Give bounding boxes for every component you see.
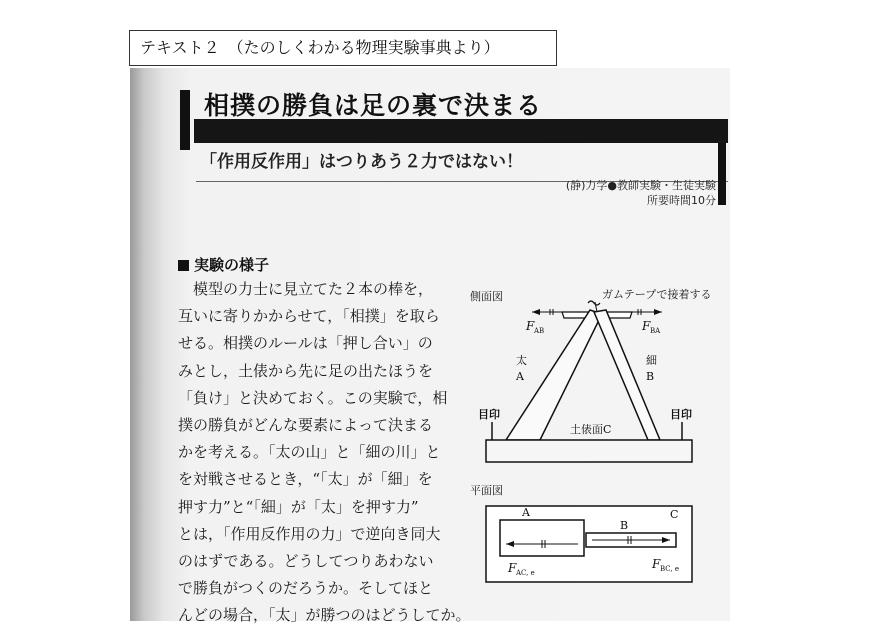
body-line: 模型の力士に見立てた２本の棒を， [193,280,434,298]
experiment-figure [470,280,720,596]
plan-a-label: A [522,506,530,519]
body-line: 互いに寄りかからせて，「相撲」を取ら [178,307,440,326]
right-rule [718,143,726,205]
page-subtitle: 「作用反作用」はつりあう２力ではない！ [200,152,523,172]
plan-force-bc-subscript: BC, e [660,565,679,573]
subtitle-strip [196,143,728,182]
force-ba-arrowhead [654,309,662,315]
section-heading-text: 実験の様子 [194,256,270,274]
ring-base [486,440,692,462]
force-ba-subscript: BA [650,327,661,335]
force-ab-label: F [526,319,535,333]
body-text [178,276,471,630]
tape-pointer-line [595,302,597,312]
body-line: で勝負がつくのだろうか。そしてほと [178,579,434,598]
body-line: のはずである。どうしてつりあわない [178,552,434,571]
plan-block-a [500,520,584,556]
plan-force-bc-label: F [652,557,661,571]
body-line: んどの場合，「太」が勝つのはどうしてか。 [178,606,471,625]
tape-label: ガムテープで接着する [602,288,712,301]
section-heading [178,254,269,275]
body-line: 撲の勝負がどんな要素によって決まる [178,416,434,435]
meta-info [566,178,716,208]
plan-b-label: B [620,519,629,532]
title-band [194,119,728,143]
body-line: みとし，土俵から先に足の出たほうを [178,361,434,380]
thin-label: 細 [646,354,657,367]
plan-c-label: C [670,508,679,521]
body-line: とは，「作用反作用の力」で逆向き同大 [178,524,441,543]
square-bullet-icon [178,260,189,271]
right-marker-label: 目印 [670,408,692,421]
meta-time: 所要時間10分 [647,194,716,207]
force-ab-subscript: AB [534,327,545,335]
tape-wave-icon [588,301,600,305]
caption-text: テキスト２ （たのしくわかる物理実験事典より） [140,38,500,57]
plan-force-ac-subscript: AC, e [516,569,535,577]
body-line: 「負け」と決めておく。この実験で，相 [178,388,448,407]
thick-label: 太 [516,354,527,367]
meta-category: (静)力学●教師実験・生徒実験 [565,179,716,192]
plan-force-ac-label: F [508,561,517,575]
body-line: かを考える。「太の山」と「細の川」と [178,443,441,462]
caption-box [129,30,557,66]
page-title: 相撲の勝負は足の裏で決まる [204,91,543,120]
plan-view-label: 平面図 [470,484,503,497]
body-line: を対戦させるとき，“「太」が「細」を [178,470,433,489]
force-ba-label: F [642,319,651,333]
title-block [180,84,728,144]
thick-letter: A [516,370,524,383]
side-view-label: 側面図 [470,290,503,303]
left-marker-label: 目印 [478,408,500,421]
ring-label: 土俵面C [570,423,612,436]
body-line: 押す力”と“「細」が「太」を押す力” [178,497,419,516]
thin-letter: B [646,370,655,383]
body-line: せる。相撲のルールは「押し合い」の [178,334,433,353]
title-side-bar [180,90,190,150]
force-ab-arrowhead [532,309,540,315]
